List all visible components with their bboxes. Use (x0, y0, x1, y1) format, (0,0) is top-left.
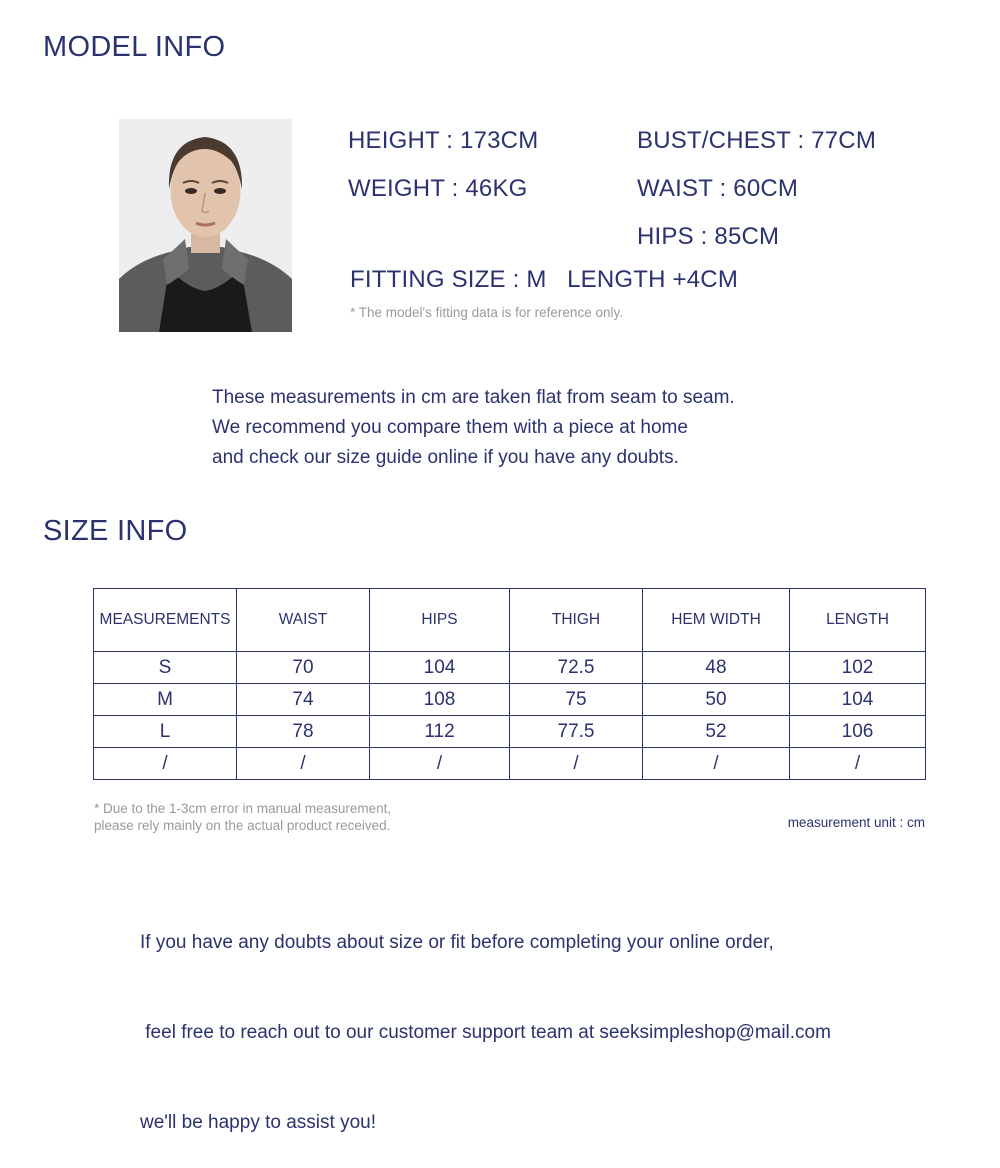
model-waist: WAIST : 60CM (637, 175, 799, 202)
cell-waist: 70 (237, 652, 370, 684)
intro-paragraph (212, 383, 735, 473)
cell-hips: / (370, 748, 510, 780)
cell-size: L (94, 716, 237, 748)
size-info-title: SIZE INFO (43, 515, 188, 547)
cell-thigh: 77.5 (510, 716, 643, 748)
model-portrait-image (119, 119, 292, 332)
cell-size: S (94, 652, 237, 684)
cell-size: M (94, 684, 237, 716)
model-bust: BUST/CHEST : 77CM (637, 127, 877, 154)
cell-hips: 108 (370, 684, 510, 716)
intro-line-2: We recommend you compare them with a piece at home (212, 417, 688, 438)
cell-thigh: 72.5 (510, 652, 643, 684)
support-line-3: we'll be happy to assist you! (140, 1112, 376, 1133)
cell-hem-width: 48 (643, 652, 790, 684)
header-thigh: THIGH (510, 589, 643, 652)
header-measurements: MEASUREMENTS (94, 589, 237, 652)
support-line-2: feel free to reach out to our customer support team at seeksimpleshop@mail.com (140, 1022, 831, 1043)
model-height: HEIGHT : 173CM (348, 127, 539, 154)
model-photo (119, 119, 292, 332)
cell-size: / (94, 748, 237, 780)
header-waist: WAIST (237, 589, 370, 652)
table-row (94, 684, 926, 716)
cell-hem-width: / (643, 748, 790, 780)
cell-hem-width: 52 (643, 716, 790, 748)
cell-waist: 74 (237, 684, 370, 716)
cell-hem-width: 50 (643, 684, 790, 716)
cell-hips: 112 (370, 716, 510, 748)
size-table-header-row (94, 589, 926, 652)
error-note-line-1: * Due to the 1-3cm error in manual measurement, (94, 801, 392, 816)
table-row (94, 652, 926, 684)
cell-length: 106 (790, 716, 926, 748)
header-length: LENGTH (790, 589, 926, 652)
measurement-error-note (94, 800, 391, 834)
cell-length: / (790, 748, 926, 780)
size-table (93, 588, 926, 780)
table-row (94, 748, 926, 780)
intro-line-3: and check our size guide online if you have any doubts. (212, 447, 679, 468)
model-fitting-note: * The model's fitting data is for reference only. (350, 305, 623, 320)
measurement-unit-note: measurement unit : cm (787, 815, 925, 830)
cell-hips: 104 (370, 652, 510, 684)
model-hips: HIPS : 85CM (637, 223, 780, 250)
cell-thigh: 75 (510, 684, 643, 716)
support-line-1: If you have any doubts about size or fit before completing your online order, (140, 932, 774, 953)
table-row (94, 716, 926, 748)
model-weight: WEIGHT : 46KG (348, 175, 528, 202)
cell-length: 104 (790, 684, 926, 716)
support-paragraph (140, 868, 831, 1168)
intro-line-1: These measurements in cm are taken flat from seam to seam. (212, 387, 735, 408)
header-hips: HIPS (370, 589, 510, 652)
header-hem-width: HEM WIDTH (643, 589, 790, 652)
cell-waist: / (237, 748, 370, 780)
cell-thigh: / (510, 748, 643, 780)
model-info-title: MODEL INFO (43, 31, 226, 63)
error-note-line-2: please rely mainly on the actual product received. (94, 818, 391, 833)
model-fitting-size: FITTING SIZE : M LENGTH +4CM (350, 266, 739, 293)
cell-length: 102 (790, 652, 926, 684)
cell-waist: 78 (237, 716, 370, 748)
